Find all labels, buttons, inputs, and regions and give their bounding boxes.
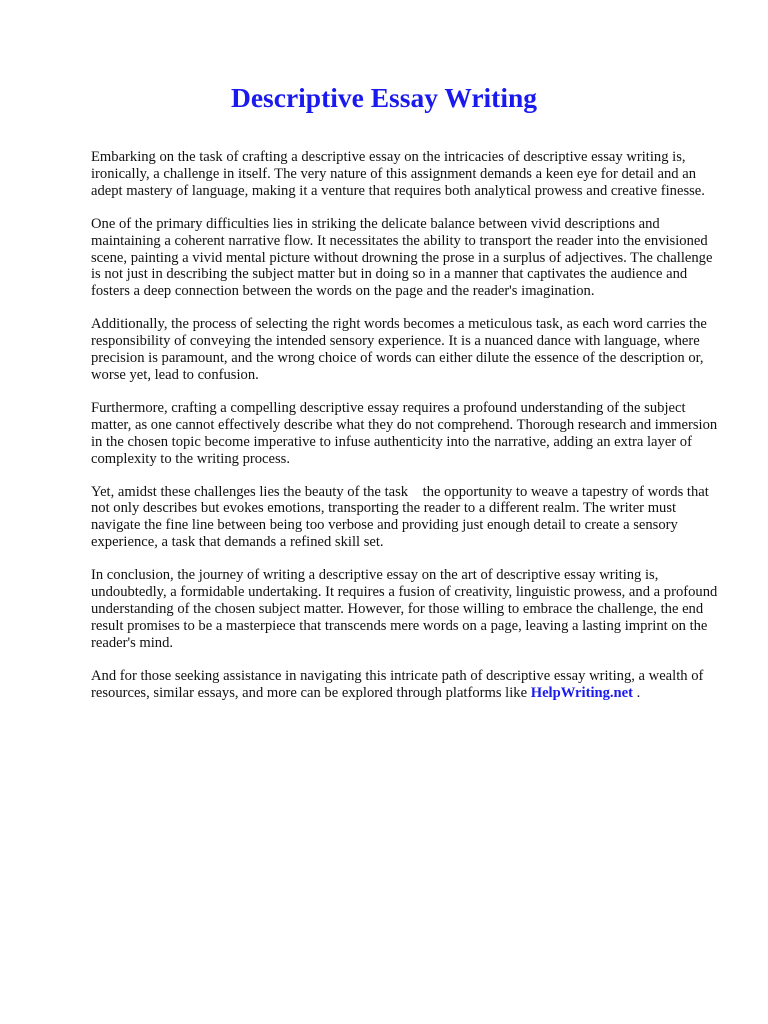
paragraph-4: Furthermore, crafting a compelling descriptive essay requires a profound understanding of the subject matter, as one cannot effectively describe what they do not comprehend. Thorough research and immersion in the chosen topic become imperative to infuse authenticity into the narrative, adding an extra layer of complexity to the writing process. — [91, 399, 718, 467]
closing-text: And for those seeking assistance in navigating this intricate path of descriptive essay writing, a wealth of resources, similar essays, and more can be explored through platforms like — [91, 667, 704, 701]
paragraph-5: Yet, amidst these challenges lies the beauty of the task the opportunity to weave a tapestry of words that not only describes but evokes emotions, transporting the reader to a different realm. The writer must navigate the fine line between being too verbose and providing just enough detail to create a sensory experience, a task that demands a refined skill set. — [91, 483, 713, 551]
closing-paragraph — [91, 668, 724, 702]
helpwriting-link[interactable]: HelpWriting.net — [530, 684, 634, 701]
paragraph-2: One of the primary difficulties lies in striking the delicate balance between vivid descriptions and maintaining a coherent narrative flow. It necessitates the ability to transport the reader into the envisioned scene, painting a vivid mental picture without drowning the prose in a surplus of adjectives. The challenge is not just in describing the subject matter but in doing so in a manner that captivates the audience and fosters a deep connection between the words on the page and the reader's imagination. — [91, 215, 713, 300]
closing-end: . — [633, 684, 641, 701]
paragraph-1: Embarking on the task of crafting a descriptive essay on the intricacies of descriptive essay writing is, ironically, a challenge in itself. The very nature of this assignment demands a keen eye for detail and an adept mastery of language, making it a venture that requires both analytical prowess and creative finesse. — [91, 149, 705, 199]
paragraph-3: Additionally, the process of selecting the right words becomes a meticulous task, as each word carries the responsibility of conveying the intended sensory experience. It is a nuanced dance with language, where precision is paramount, and the wrong choice of words can either dilute the essence of the description or, worse yet, lead to confusion. — [91, 316, 707, 383]
paragraph-6: In conclusion, the journey of writing a descriptive essay on the art of descriptive essay writing is, undoubtedly, a formidable undertaking. It requires a fusion of creativity, linguistic prowess, and a profound understanding of the chosen subject matter. However, for those willing to embrace the challenge, the end result promises to be a masterpiece that transcends mere words on a page, leaving a lasting imprint on the reader's mind. — [91, 567, 718, 651]
page-title: Descriptive Essay Writing — [230, 82, 538, 113]
